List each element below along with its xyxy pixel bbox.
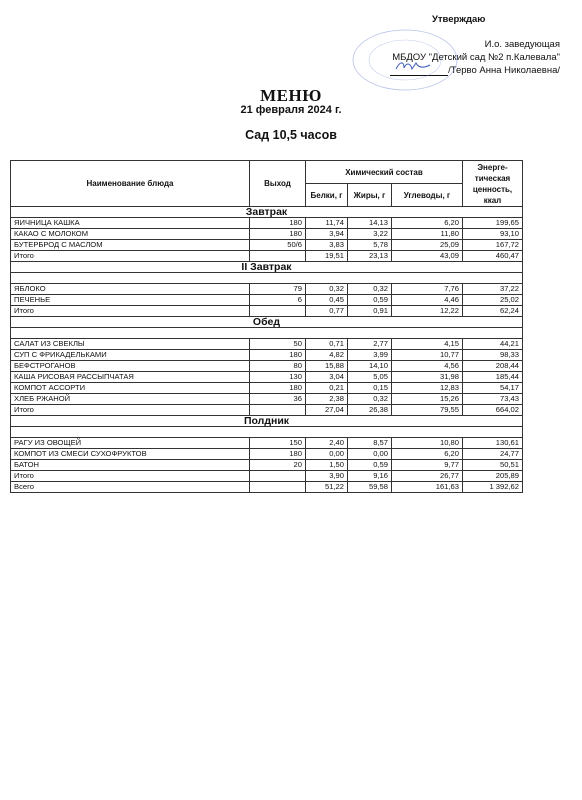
cell-protein: 27,04 (306, 405, 348, 416)
cell-dish: Итого (11, 471, 250, 482)
cell-fat: 9,16 (348, 471, 392, 482)
cell-output (250, 482, 306, 493)
grand-total-row (11, 482, 523, 493)
group-title: Сад 10,5 часов (245, 128, 337, 142)
cell-dish: ХЛЕБ РЖАНОЙ (11, 394, 250, 405)
cell-energy: 167,72 (463, 240, 523, 251)
cell-energy: 62,24 (463, 306, 523, 317)
cell-energy: 54,17 (463, 383, 523, 394)
cell-dish: САЛАТ ИЗ СВЕКЛЫ (11, 339, 250, 350)
table-row (11, 284, 523, 295)
table-row (11, 372, 523, 383)
table-row (11, 383, 523, 394)
header-carbs: Углеводы, г (392, 184, 463, 207)
cell-dish: ЯИЧНИЦА КАШКА (11, 218, 250, 229)
section-title: II Завтрак (11, 262, 523, 273)
cell-output (250, 251, 306, 262)
cell-carbs: 12,22 (392, 306, 463, 317)
cell-protein: 3,90 (306, 471, 348, 482)
cell-carbs: 4,46 (392, 295, 463, 306)
approval-institution: МБДОУ "Детский сад №2 п.Калевала" (392, 52, 560, 63)
cell-output: 36 (250, 394, 306, 405)
cell-dish: БАТОН (11, 460, 250, 471)
cell-output (250, 405, 306, 416)
cell-carbs: 31,98 (392, 372, 463, 383)
table-row (11, 229, 523, 240)
cell-energy: 73,43 (463, 394, 523, 405)
cell-dish: Итого (11, 405, 250, 416)
cell-fat: 0,32 (348, 394, 392, 405)
approval-name: /Терво Анна Николаевна/ (448, 65, 560, 76)
cell-carbs: 43,09 (392, 251, 463, 262)
cell-dish: КАША РИСОВАЯ РАССЫПЧАТАЯ (11, 372, 250, 383)
cell-protein: 2,40 (306, 438, 348, 449)
cell-dish: КОМПОТ ИЗ СМЕСИ СУХОФРУКТОВ (11, 449, 250, 460)
stamp-icon (350, 24, 470, 94)
cell-output: 180 (250, 229, 306, 240)
cell-output: 150 (250, 438, 306, 449)
cell-dish: КОМПОТ АССОРТИ (11, 383, 250, 394)
cell-fat: 3,99 (348, 350, 392, 361)
section-title: Полдник (11, 416, 523, 427)
cell-output: 6 (250, 295, 306, 306)
cell-fat: 0,15 (348, 383, 392, 394)
section-spacer (11, 427, 523, 438)
cell-carbs: 4,56 (392, 361, 463, 372)
cell-fat: 5,05 (348, 372, 392, 383)
cell-carbs: 26,77 (392, 471, 463, 482)
table-row (11, 350, 523, 361)
table-row (11, 240, 523, 251)
cell-dish: БУТЕРБРОД С МАСЛОМ (11, 240, 250, 251)
header-chem: Химический состав (306, 161, 463, 184)
header-dish: Наименование блюда (11, 161, 250, 207)
section-header (11, 416, 523, 427)
cell-energy: 44,21 (463, 339, 523, 350)
cell-energy: 25,02 (463, 295, 523, 306)
cell-protein: 0,77 (306, 306, 348, 317)
table-row (11, 438, 523, 449)
cell-output: 130 (250, 372, 306, 383)
cell-carbs: 79,55 (392, 405, 463, 416)
cell-dish: РАГУ ИЗ ОВОЩЕЙ (11, 438, 250, 449)
cell-fat: 14,13 (348, 218, 392, 229)
cell-protein: 3,83 (306, 240, 348, 251)
cell-fat: 0,59 (348, 295, 392, 306)
cell-fat: 2,77 (348, 339, 392, 350)
cell-fat: 0,32 (348, 284, 392, 295)
cell-output: 180 (250, 350, 306, 361)
menu-table (10, 160, 523, 493)
section-title: Завтрак (11, 207, 523, 218)
header-protein: Белки, г (306, 184, 348, 207)
cell-carbs: 15,26 (392, 394, 463, 405)
cell-carbs: 161,63 (392, 482, 463, 493)
approval-heading: Утверждаю (432, 14, 486, 25)
cell-carbs: 10,77 (392, 350, 463, 361)
total-row (11, 405, 523, 416)
cell-output (250, 306, 306, 317)
cell-fat: 0,00 (348, 449, 392, 460)
section-header (11, 262, 523, 273)
cell-protein: 15,88 (306, 361, 348, 372)
cell-energy: 93,10 (463, 229, 523, 240)
cell-output (250, 471, 306, 482)
cell-energy: 664,02 (463, 405, 523, 416)
table-row (11, 339, 523, 350)
cell-energy: 24,77 (463, 449, 523, 460)
cell-protein: 0,32 (306, 284, 348, 295)
cell-fat: 14,10 (348, 361, 392, 372)
table-row (11, 218, 523, 229)
cell-energy: 208,44 (463, 361, 523, 372)
cell-protein: 3,04 (306, 372, 348, 383)
section-header (11, 317, 523, 328)
cell-carbs: 10,80 (392, 438, 463, 449)
table-row (11, 361, 523, 372)
cell-fat: 0,59 (348, 460, 392, 471)
total-row (11, 251, 523, 262)
cell-fat: 26,38 (348, 405, 392, 416)
cell-energy: 98,33 (463, 350, 523, 361)
cell-protein: 19,51 (306, 251, 348, 262)
cell-energy: 37,22 (463, 284, 523, 295)
cell-output: 50 (250, 339, 306, 350)
cell-carbs: 4,15 (392, 339, 463, 350)
section-header (11, 207, 523, 218)
cell-protein: 0,45 (306, 295, 348, 306)
cell-carbs: 6,20 (392, 218, 463, 229)
cell-fat: 59,58 (348, 482, 392, 493)
table-row (11, 394, 523, 405)
cell-protein: 0,71 (306, 339, 348, 350)
cell-dish: КАКАО С МОЛОКОМ (11, 229, 250, 240)
cell-energy: 205,89 (463, 471, 523, 482)
cell-protein: 2,38 (306, 394, 348, 405)
cell-energy: 185,44 (463, 372, 523, 383)
approval-position: И.о. заведующая (484, 39, 560, 50)
cell-carbs: 12,83 (392, 383, 463, 394)
section-title: Обед (11, 317, 523, 328)
cell-protein: 4,82 (306, 350, 348, 361)
cell-energy: 460,47 (463, 251, 523, 262)
cell-carbs: 7,76 (392, 284, 463, 295)
cell-fat: 0,91 (348, 306, 392, 317)
cell-energy: 199,65 (463, 218, 523, 229)
table-row (11, 460, 523, 471)
table-row (11, 449, 523, 460)
cell-dish: БЕФСТРОГАНОВ (11, 361, 250, 372)
table-row (11, 295, 523, 306)
section-spacer (11, 273, 523, 284)
cell-energy: 50,51 (463, 460, 523, 471)
cell-protein: 3,94 (306, 229, 348, 240)
cell-protein: 0,00 (306, 449, 348, 460)
cell-output: 180 (250, 383, 306, 394)
cell-carbs: 6,20 (392, 449, 463, 460)
total-row (11, 471, 523, 482)
header-output: Выход (250, 161, 306, 207)
cell-protein: 51,22 (306, 482, 348, 493)
cell-dish: СУП С ФРИКАДЕЛЬКАМИ (11, 350, 250, 361)
cell-energy: 130,61 (463, 438, 523, 449)
total-row (11, 306, 523, 317)
section-spacer (11, 328, 523, 339)
cell-carbs: 11,80 (392, 229, 463, 240)
cell-fat: 5,78 (348, 240, 392, 251)
cell-output: 20 (250, 460, 306, 471)
cell-output: 80 (250, 361, 306, 372)
cell-carbs: 25,09 (392, 240, 463, 251)
cell-dish: ЯБЛОКО (11, 284, 250, 295)
cell-output: 50/6 (250, 240, 306, 251)
cell-output: 79 (250, 284, 306, 295)
menu-date: 21 февраля 2024 г. (240, 104, 342, 116)
cell-energy: 1 392,62 (463, 482, 523, 493)
cell-fat: 23,13 (348, 251, 392, 262)
cell-dish: ПЕЧЕНЬЕ (11, 295, 250, 306)
cell-protein: 11,74 (306, 218, 348, 229)
cell-fat: 3,22 (348, 229, 392, 240)
header-fat: Жиры, г (348, 184, 392, 207)
cell-dish: Итого (11, 251, 250, 262)
header-energy: Энерге-тическая ценность, ккал (463, 161, 523, 207)
cell-output: 180 (250, 218, 306, 229)
cell-dish: Всего (11, 482, 250, 493)
page-title: МЕНЮ (260, 86, 322, 105)
cell-output: 180 (250, 449, 306, 460)
cell-fat: 8,57 (348, 438, 392, 449)
cell-protein: 1,50 (306, 460, 348, 471)
cell-protein: 0,21 (306, 383, 348, 394)
cell-carbs: 9,77 (392, 460, 463, 471)
cell-dish: Итого (11, 306, 250, 317)
